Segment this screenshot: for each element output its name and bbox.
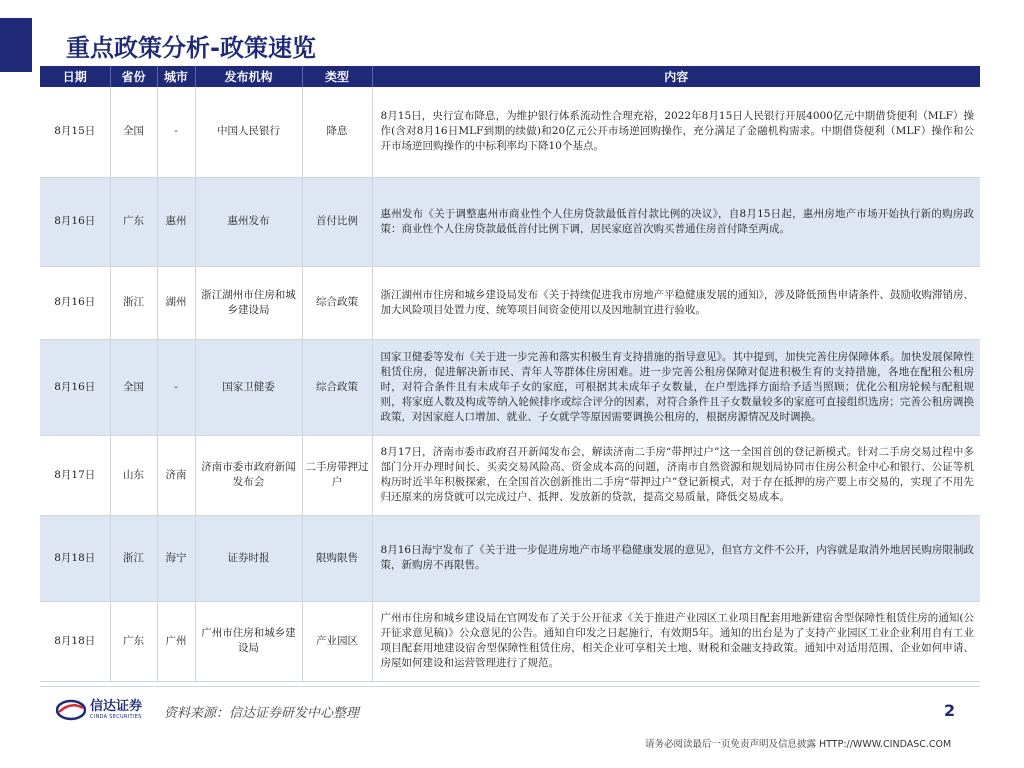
cell-type: 降息 [302, 87, 372, 177]
column-header-agency: 发布机构 [195, 66, 302, 87]
cell-agency: 济南市委市政府新闻发布会 [195, 435, 302, 515]
page-number: 2 [944, 701, 956, 720]
corner-accent-block [0, 18, 32, 72]
column-header-province: 省份 [110, 66, 157, 87]
cell-date: 8月18日 [40, 515, 110, 601]
cell-city: 惠州 [157, 177, 195, 266]
cinda-logo [56, 699, 142, 721]
cell-province: 浙江 [110, 266, 157, 339]
cell-province: 浙江 [110, 515, 157, 601]
column-header-city: 城市 [157, 66, 195, 87]
cell-content: 8月17日，济南市委市政府召开新闻发布会，解读济南二手房“带押过户”这一全国首创的登记新模式。针对二手房交易过程中多部门分开办理时间长、买卖交易风险高、资金成本高的问题，济南市自然资源和规划局协同市住房公积金中心和银行、公证等机构历时近半年积极探索，在全国首次创新推出二手房“带押过户”登记新模式，对于存在抵押的房产要上市交易的，实现了不用先归还原来的房贷就可以完成过户、抵押、发放新的贷款，提高交易质量，降低交易成本。 [372, 435, 980, 515]
cell-city: - [157, 339, 195, 435]
cell-province: 全国 [110, 339, 157, 435]
page-title: 重点政策分析-政策速览 [66, 34, 316, 62]
cell-province: 山东 [110, 435, 157, 515]
cell-type: 综合政策 [302, 266, 372, 339]
cell-city: 广州 [157, 601, 195, 681]
cell-city: 海宁 [157, 515, 195, 601]
table-row [40, 87, 980, 177]
column-header-type: 类型 [302, 66, 372, 87]
disclaimer-text[interactable]: 请务必阅读最后一页免责声明及信息披露 HTTP://WWW.CINDASC.COM [645, 739, 952, 750]
cell-date: 8月18日 [40, 601, 110, 681]
cell-type: 产业园区 [302, 601, 372, 681]
cell-content: 国家卫健委等发布《关于进一步完善和落实积极生育支持措施的指导意见》。其中提到，加快完善住房保障体系。加快发展保障性租赁住房，促进解决新市民、青年人等群体住房困难。进一步完善公租房保障对促进积极生育的支持措施，各地在配租公租房时，对符合条件且有未成年子女的家庭，可根据其未成年子女数量，在户型选择方面给予适当照顾；优化公租房轮候与配租规则，将家庭人数及构成等纳入轮候排序或综合评分的因素，对符合条件且子女数量较多的家庭可直接组织选房；完善公租房调换政策，对因家庭人口增加、就业、子女就学等原因需要调换公租房的，根据房源情况及时调换。 [372, 339, 980, 435]
cell-date: 8月17日 [40, 435, 110, 515]
table-row [40, 435, 980, 515]
cell-city: - [157, 87, 195, 177]
column-header-content: 内容 [372, 66, 980, 87]
cell-content: 惠州发布《关于调整惠州市商业性个人住房贷款最低首付款比例的决议》，自8月15日起，惠州房地产市场开始执行新的购房政策：商业性个人住房贷款最低首付比例下调，居民家庭首次购买普通住房首付降至两成。 [372, 177, 980, 266]
cinda-logo-icon [56, 699, 86, 721]
cell-content: 8月15日，央行宣布降息，为维护银行体系流动性合理充裕，2022年8月15日人民银行开展4000亿元中期借贷便利（MLF）操作(含对8月16日MLF到期的续做)和20亿元公开市场逆回购操作，充分满足了金融机构需求。中期借贷便利（MLF）操作和公开市场逆回购操作的中标利率均下降10个基点。 [372, 87, 980, 177]
cell-agency: 中国人民银行 [195, 87, 302, 177]
table-row [40, 266, 980, 339]
table-row [40, 339, 980, 435]
cell-agency: 广州市住房和城乡建设局 [195, 601, 302, 681]
cell-type: 二手房带押过户 [302, 435, 372, 515]
cell-type: 首付比例 [302, 177, 372, 266]
source-note: 资料来源：信达证券研发中心整理 [164, 706, 360, 721]
cell-agency: 证券时报 [195, 515, 302, 601]
cell-city: 湖州 [157, 266, 195, 339]
footer-divider [40, 686, 980, 687]
table-header-row [40, 66, 980, 87]
cell-agency: 国家卫健委 [195, 339, 302, 435]
logo-text [90, 700, 142, 721]
cell-date: 8月16日 [40, 266, 110, 339]
cell-agency: 浙江湖州市住房和城乡建设局 [195, 266, 302, 339]
policy-table [40, 66, 980, 682]
table-row [40, 177, 980, 266]
cell-content: 浙江湖州市住房和城乡建设局发布《关于持续促进我市房地产平稳健康发展的通知》，涉及降低预售申请条件、鼓励收购滞销房、加大风险项目处置力度、统筹项目间资金使用以及因地制宜进行验收。 [372, 266, 980, 339]
cell-province: 全国 [110, 87, 157, 177]
column-header-date: 日期 [40, 66, 110, 87]
cell-content: 8月16日海宁发布了《关于进一步促进房地产市场平稳健康发展的意见》，但官方文件不公开，内容就是取消外地居民购房限制政策，新购房不再限售。 [372, 515, 980, 601]
cell-type: 综合政策 [302, 339, 372, 435]
table-row [40, 601, 980, 681]
cell-province: 广东 [110, 601, 157, 681]
policy-table-container [40, 66, 980, 682]
logo-english-name: CINDA SECURITIES [90, 713, 142, 720]
cell-date: 8月16日 [40, 177, 110, 266]
logo-chinese-name: 信达证券 [90, 698, 143, 714]
cell-date: 8月16日 [40, 339, 110, 435]
cell-province: 广东 [110, 177, 157, 266]
cell-type: 限购限售 [302, 515, 372, 601]
cell-date: 8月15日 [40, 87, 110, 177]
cell-content: 广州市住房和城乡建设局在官网发布了关于公开征求《关于推进产业园区工业项目配套用地新建宿舍型保障性租赁住房的通知(公开征求意见稿)》公众意见的公告。通知自印发之日起施行，有效期5年。通知的出台是为了支持产业园区工业企业利用自有工业项目配套用地建设宿舍型保障性租赁住房，相关企业可享相关土地、财税和金融支持政策。通知中对适用范围、企业如何申请、房屋如何建设和运营管理进行了规范。 [372, 601, 980, 681]
table-row [40, 515, 980, 601]
cell-city: 济南 [157, 435, 195, 515]
cell-agency: 惠州发布 [195, 177, 302, 266]
